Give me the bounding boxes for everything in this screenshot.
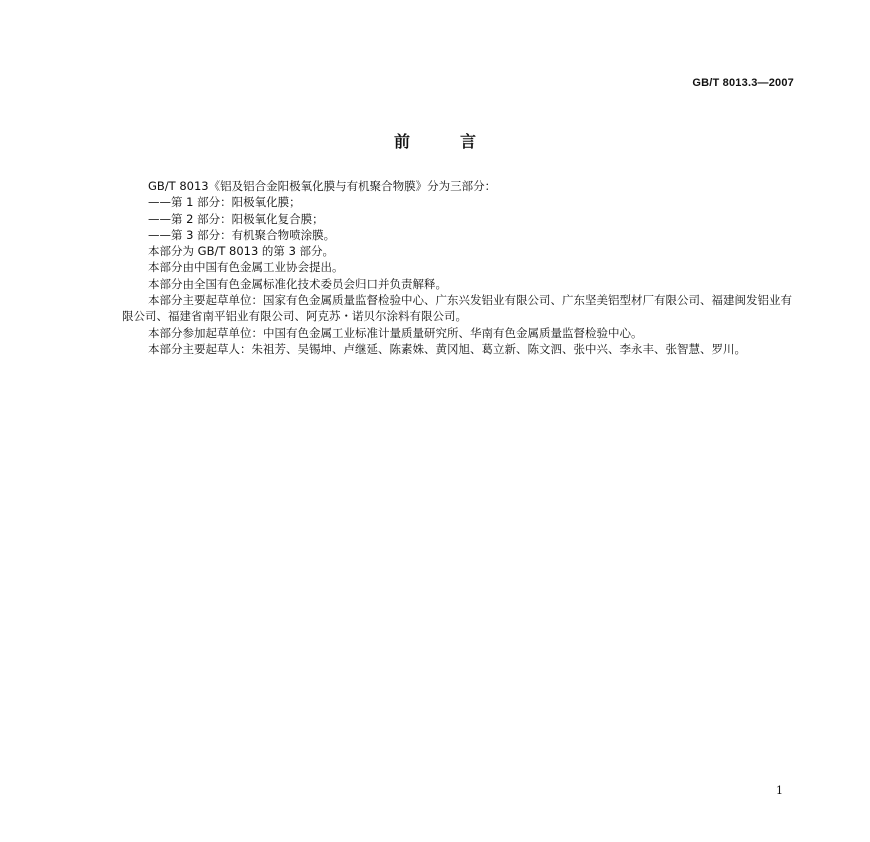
list-item-part-2: ——第 2 部分：阳极氧化复合膜；	[148, 211, 324, 226]
paragraph-drafters: 本部分主要起草人：朱祖芳、吴锡坤、卢继延、陈素姝、黄冈旭、葛立新、陈文泗、张中兴、李永丰、张智慧、罗川。	[148, 341, 746, 356]
paragraph-administrator: 本部分由全国有色金属标准化技术委员会归口并负责解释。	[148, 276, 447, 291]
paragraph-proposer: 本部分由中国有色金属工业协会提出。	[148, 260, 344, 275]
paragraph-main-drafting-units: 本部分主要起草单位：国家有色金属质量监督检验中心、广东兴发铝业有限公司、广东坚美铝型材厂有限公司、福建闽发铝业有限公司、福建省南平铝业有限公司、阿克苏・诺贝尔涂料有限公司。	[122, 293, 792, 324]
list-item-part-3: ——第 3 部分：有机聚合物喷涂膜。	[148, 227, 336, 242]
document-body	[122, 178, 802, 357]
page-number: 1	[776, 784, 783, 797]
list-item-part-1: ——第 1 部分：阳极氧化膜；	[148, 195, 301, 210]
paragraph-participating-units: 本部分参加起草单位：中国有色金属工业标准计量质量研究所、华南有色金属质量监督检验中心。	[148, 325, 643, 340]
paragraph-part-statement: 本部分为 GB/T 8013 的第 3 部分。	[148, 244, 335, 259]
standard-code: GB/T 8013.3—2007	[692, 77, 794, 89]
page-title: 前言	[393, 132, 526, 151]
paragraph-intro: GB/T 8013《铝及铝合金阳极氧化膜与有机聚合物膜》分为三部分：	[148, 179, 497, 193]
